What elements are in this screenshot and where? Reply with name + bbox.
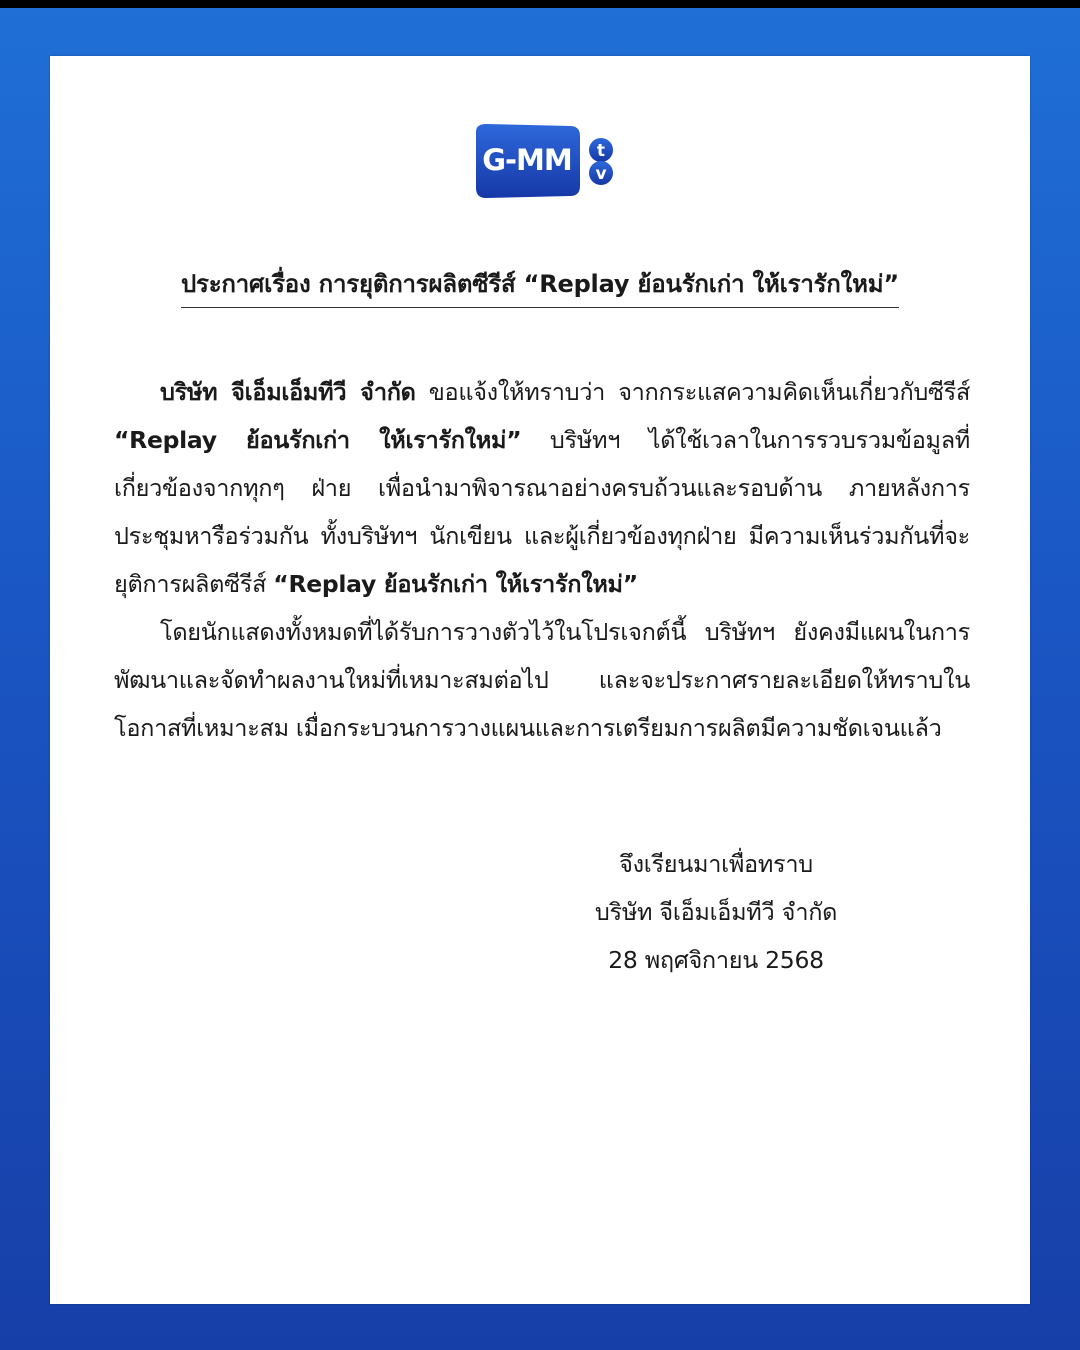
svg-text:v: v: [595, 164, 607, 184]
gmmtv-logo: [470, 120, 620, 204]
series-name-bold-1: “Replay ย้อนรักเก่า ให้เรารักใหม่”: [114, 426, 522, 454]
signature-company: บริษัท จีเอ็มเอ็มทีวี จำกัด: [594, 898, 838, 926]
signature-block: [530, 840, 902, 984]
body-paragraph-2: โดยนักแสดงทั้งหมดที่ได้รับการวางตัวไว้ในโปรเจกต์นี้ บริษัทฯ ยังคงมีแผนในการพัฒนาและจัดทำผลงานใหม่ที่เหมาะสมต่อไป และจะประกาศรายละเอียดให้ทราบในโอกาสที่เหมาะสม เมื่อกระบวนการวางแผนและการเตรียมการผลิตมีความชัดเจนแล้ว: [114, 618, 970, 742]
announcement-title-text: ประกาศเรื่อง การยุติการผลิตซีรีส์ “Replay ย้อนรักเก่า ให้เรารักใหม่”: [181, 264, 899, 308]
paragraph-1-text-a: ขอแจ้งให้ทราบว่า จากกระแสความคิดเห็นเกี่ยวกับซีรีส์: [415, 378, 971, 406]
svg-text:t: t: [596, 141, 606, 161]
logo-gmm-text: G-MM: [482, 143, 572, 177]
announcement-body: [114, 368, 970, 752]
body-paragraph-1: [114, 368, 970, 608]
paragraph-1-text-b: บริษัทฯ ได้ใช้เวลาในการรวบรวมข้อมูลที่เกี่ยวข้องจากทุกๆ ฝ่าย เพื่อนำมาพิจารณาอย่างครบถ้วนและรอบด้าน ภายหลังการประชุมหารือร่วมกัน ทั้งบริษัทฯ นักเขียน และผู้เกี่ยวข้องทุกฝ่าย มีความเห็นร่วมกันที่จะยุติการผลิตซีรีส์: [114, 426, 970, 598]
closing-line: จึงเรียนมาเพื่อทราบ: [619, 850, 813, 878]
company-name-bold: บริษัท จีเอ็มเอ็มทีวี จำกัด: [160, 378, 416, 406]
announcement-paper: [50, 56, 1030, 1304]
announcement-date: 28 พฤศจิกายน 2568: [608, 946, 824, 974]
blue-frame-background: [0, 8, 1080, 1350]
announcement-title: [50, 264, 1030, 308]
series-name-bold-2: “Replay ย้อนรักเก่า ให้เรารักใหม่”: [273, 570, 638, 598]
